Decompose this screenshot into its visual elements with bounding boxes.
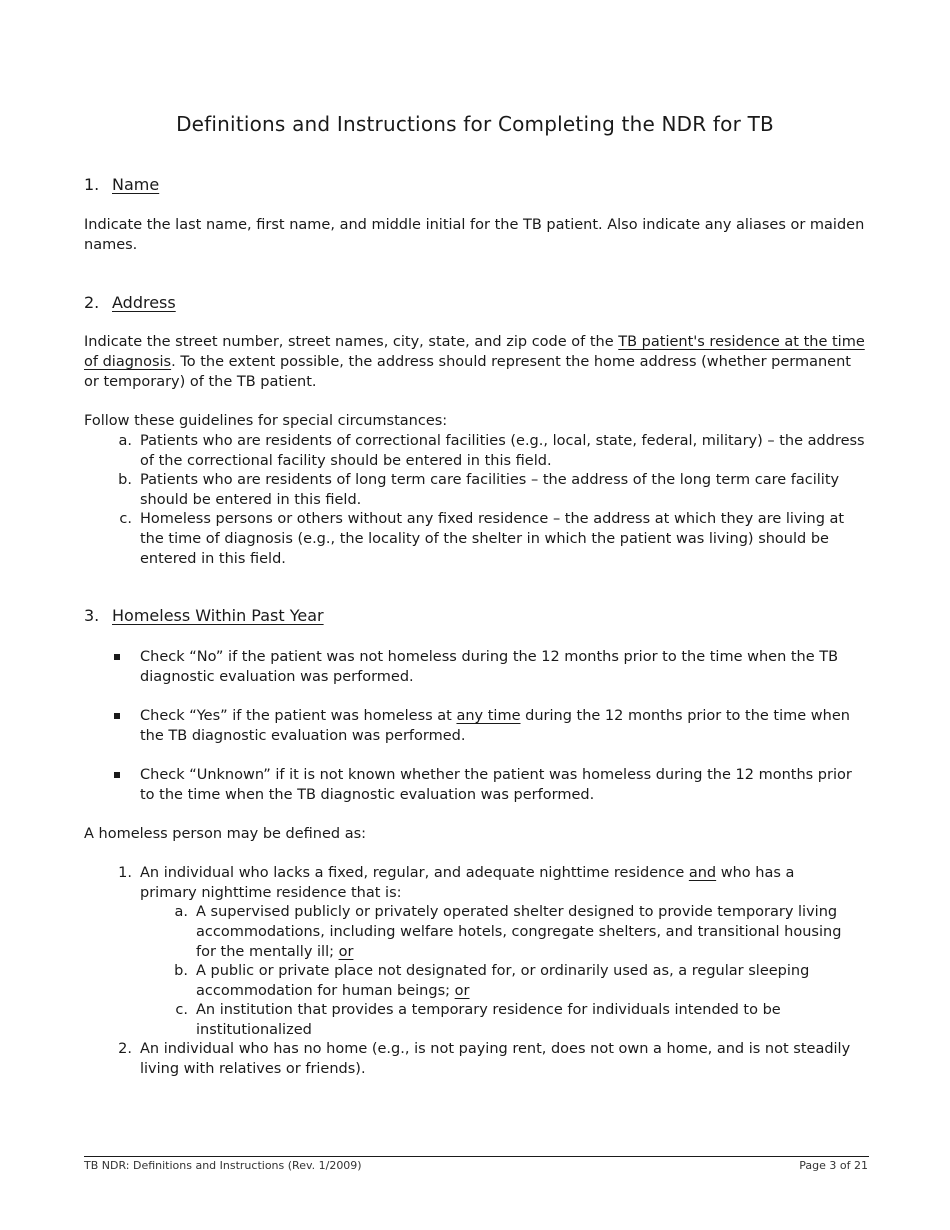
section-address-heading xyxy=(84,293,176,313)
bullet-icon xyxy=(114,772,120,778)
section-homeless-heading xyxy=(84,606,324,626)
definition-subitem xyxy=(174,961,816,1001)
section-name-heading xyxy=(84,175,159,195)
section-number: 2. xyxy=(84,293,100,312)
name-instructions: Indicate the last name, first name, and middle initial for the TB patient. Also indicate any aliases or maiden names. xyxy=(84,217,865,253)
section-title: Name xyxy=(112,175,160,194)
item-text: Patients who are residents of correctional facilities (e.g., local, state, federal, military) – the address of the correctional facility should be entered in this field. xyxy=(140,433,865,469)
address-instructions xyxy=(84,332,869,392)
bullet-item xyxy=(140,765,865,805)
section-title: Homeless Within Past Year xyxy=(112,606,324,625)
address-text: Indicate the street number, street names, city, state, and zip code of the xyxy=(84,334,619,350)
item-text: An institution that provides a temporary residence for individuals intended to be institutionalized xyxy=(196,1002,781,1038)
item-emphasis: and xyxy=(688,865,717,881)
item-text: A public or private place not designated for, or ordinarily used as, a regular sleeping accommodation for human beings; xyxy=(196,963,810,999)
bullet-text: Check “No” if the patient was not homeless during the 12 months prior to the time when the TB diagnostic evaluation was performed. xyxy=(140,649,839,685)
item-label: b. xyxy=(174,963,188,979)
definition-subitem xyxy=(175,1000,868,1040)
bullet-emphasis: any time xyxy=(456,708,521,724)
guidelines-intro: Follow these guidelines for special circumstances: xyxy=(84,413,448,429)
bullet-icon xyxy=(114,713,120,719)
address-text: . To the extent possible, the address should represent the home address (whether permanent or temporary) of the TB patient. xyxy=(84,354,851,390)
bullet-item xyxy=(140,647,840,687)
bullet-icon xyxy=(114,654,120,660)
item-text: Patients who are residents of long term care facilities – the address of the long term care facility should be entered in this field. xyxy=(140,472,840,508)
section-number: 1. xyxy=(84,175,100,194)
section-title: Address xyxy=(112,293,176,312)
bullet-text: Check “Unknown” if it is not known whether the patient was homeless during the 12 months prior to the time when the TB diagnostic evaluation was performed. xyxy=(140,767,852,803)
guideline-item xyxy=(118,470,868,510)
item-text: A supervised publicly or privately operated shelter designed to provide temporary living accommodations, including welfare hotels, congregate shelters, and transitional housing for the mentally ill; xyxy=(196,904,842,960)
footer-divider xyxy=(84,1156,869,1157)
address-emphasis: TB patient's residence at the time of diagnosis xyxy=(84,334,865,370)
page-title: Definitions and Instructions for Completing the NDR for TB xyxy=(176,112,774,136)
item-text: who has a primary nighttime residence that is: xyxy=(140,865,795,901)
guideline-item xyxy=(118,431,880,471)
definition-subitem xyxy=(174,902,861,962)
definition-item xyxy=(118,863,830,903)
item-label: 2. xyxy=(118,1041,132,1057)
definition-intro: A homeless person may be defined as: xyxy=(84,826,367,842)
bullet-text: Check “Yes” if the patient was homeless at xyxy=(140,708,457,724)
item-label: c. xyxy=(175,1002,188,1018)
item-label: b. xyxy=(118,472,132,488)
item-emphasis: or xyxy=(454,983,470,999)
bullet-text: during the 12 months prior to the time when the TB diagnostic evaluation was performed. xyxy=(140,708,850,744)
definition-item xyxy=(118,1039,862,1079)
item-emphasis: or xyxy=(338,944,354,960)
item-label: a. xyxy=(174,904,188,920)
item-text: An individual who has no home (e.g., is not paying rent, does not own a home, and is not steadily living with relatives or friends). xyxy=(140,1041,851,1077)
item-text: An individual who lacks a fixed, regular, and adequate nighttime residence xyxy=(140,865,689,881)
footer-document-info: TB NDR: Definitions and Instructions (Rev. 1/2009) xyxy=(84,1159,362,1172)
footer-page-number: Page 3 of 21 xyxy=(799,1159,868,1172)
item-label: c. xyxy=(119,511,132,527)
item-label: 1. xyxy=(118,865,132,881)
item-label: a. xyxy=(118,433,132,449)
section-number: 3. xyxy=(84,606,100,625)
guideline-item xyxy=(119,509,862,569)
bullet-item xyxy=(140,706,865,746)
item-text: Homeless persons or others without any fixed residence – the address at which they are living at the time of diagnosis (e.g., the locality of the shelter in which the patient was living) should be entered in this field. xyxy=(140,511,845,567)
